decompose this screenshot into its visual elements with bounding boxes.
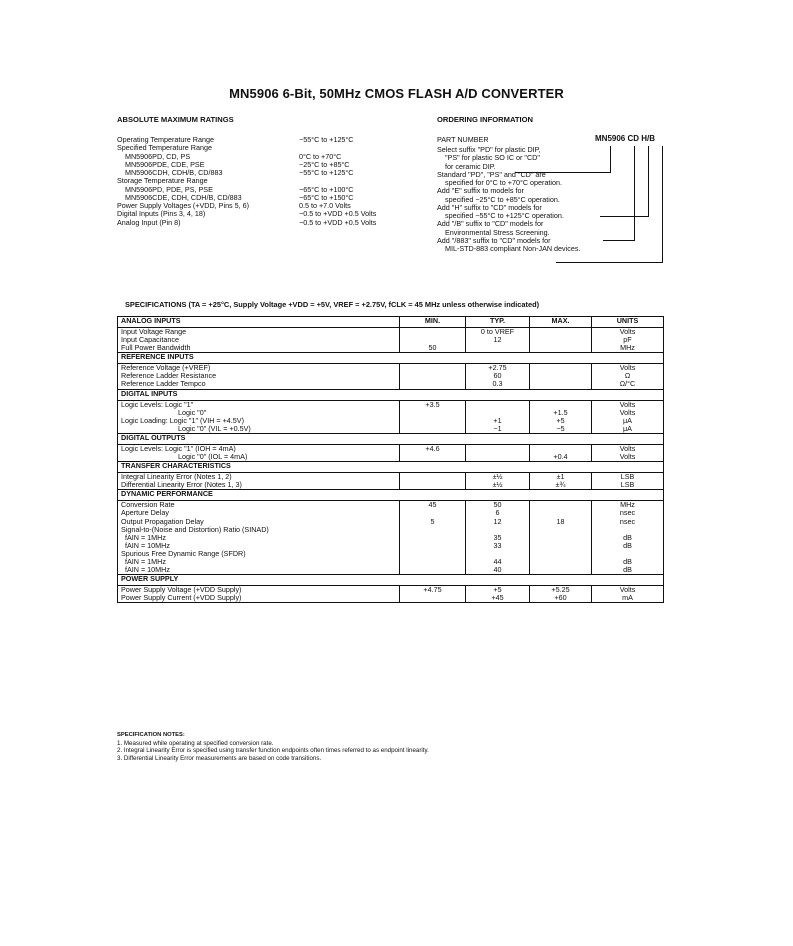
rating-value: −0.5 to +VDD +0.5 Volts	[299, 209, 377, 219]
parameter-label: fAIN = 1MHz	[125, 556, 166, 566]
ordering-line: Add "/883" suffix to "CD" models for	[437, 235, 551, 245]
value-min	[400, 409, 466, 417]
parameter-label: fAIN = 10MHz	[125, 540, 170, 550]
parameter-label: Output Propagation Delay	[121, 516, 204, 526]
parameter-label: Integral Linearity Error (Notes 1, 2)	[121, 472, 232, 482]
value-units: pF	[592, 336, 664, 344]
part-number-label: PART NUMBER	[437, 135, 489, 144]
ordering-bracket	[556, 262, 663, 263]
column-header: ANALOG INPUTS	[118, 317, 400, 328]
parameter-label: Logic "0"	[178, 407, 207, 417]
value-typ: 50	[466, 501, 530, 510]
value-min: +4.75	[400, 586, 466, 595]
value-min	[400, 550, 466, 558]
absolute-max-heading: ABSOLUTE MAXIMUM RATINGS	[117, 115, 234, 124]
rating-row	[117, 219, 417, 227]
page-title: MN5906 6-Bit, 50MHz CMOS FLASH A/D CONVERTER	[229, 86, 564, 101]
rating-label: Power Supply Voltages (+VDD, Pins 5, 6)	[117, 201, 250, 210]
parameter-label: Logic Levels: Logic "1"	[121, 399, 194, 409]
parameter-label: Logic "0" (IOL = 4mA)	[178, 452, 248, 462]
value-typ: +1	[466, 417, 530, 425]
section-title: DYNAMIC PERFORMANCE	[118, 490, 664, 501]
section-title: DIGITAL OUTPUTS	[118, 433, 664, 444]
value-typ: 60	[466, 372, 530, 380]
value-max: +5	[530, 417, 592, 425]
ordering-bracket	[634, 146, 635, 240]
value-typ: 12	[466, 518, 530, 526]
value-units: nsec	[592, 509, 664, 517]
specification-notes	[117, 732, 537, 762]
value-min	[400, 425, 466, 434]
ordering-line: specified for 0°C to +70°C operation.	[445, 178, 563, 187]
value-max	[530, 534, 592, 542]
rating-value: −0.5 to +VDD +0.5 Volts	[299, 217, 377, 227]
value-min	[400, 542, 466, 550]
value-units: μA	[592, 425, 664, 434]
rating-label: MN5906PDE, CDE, PSE	[125, 159, 205, 169]
ordering-line: "PS" for plastic SO IC or "CD"	[445, 153, 540, 163]
note-item: 3. Differential Linearity Error measurements are based on code transitions.	[117, 754, 322, 762]
value-min	[400, 526, 466, 534]
ordering-line: Add "/B" suffix to "CD" models for	[437, 219, 544, 229]
value-units: MHz	[592, 344, 664, 353]
table-row	[118, 558, 664, 566]
specifications-heading: SPECIFICATIONS (TA = +25°C, Supply Voltage +VDD = +5V, VREF = +2.75V, fCLK = 45 MHz unless otherwise indicated)	[125, 300, 540, 309]
value-max	[530, 501, 592, 510]
value-typ: 40	[466, 566, 530, 575]
value-min	[400, 372, 466, 380]
value-min	[400, 481, 466, 490]
rating-label: MN5906PD, PDE, PS, PSE	[125, 184, 213, 194]
parameter-cell	[118, 400, 400, 409]
ordering-heading: ORDERING INFORMATION	[437, 115, 534, 124]
parameter-label: Full Power Bandwidth	[121, 343, 191, 353]
section-row	[118, 462, 664, 473]
table-row	[118, 526, 664, 534]
value-min: 50	[400, 344, 466, 353]
table-row	[118, 594, 664, 603]
section-row	[118, 575, 664, 586]
value-typ	[466, 453, 530, 462]
ordering-line: Add "H" suffix to "CD" models for	[437, 202, 542, 212]
table-row	[118, 328, 664, 337]
ordering-line: specified −25°C to +85°C operation.	[445, 194, 560, 204]
ordering-line: MIL-STD-883 compliant Non-JAN devices.	[445, 244, 581, 253]
table-row	[118, 534, 664, 542]
ordering-bracket	[600, 216, 649, 217]
value-units: dB	[592, 534, 664, 542]
section-row	[118, 389, 664, 400]
value-units: Volts	[592, 453, 664, 462]
value-units: Volts	[592, 409, 664, 417]
parameter-label: Differential Linearity Error (Notes 1, 3)	[121, 480, 242, 490]
rating-label: MN5906CDE, CDH, CDH/B, CD/883	[125, 192, 242, 202]
ordering-line: Add "E" suffix to models for	[437, 186, 524, 196]
note-item: 1. Measured while operating at specified conversion rate.	[117, 739, 274, 747]
rating-value: −55°C to +125°C	[299, 168, 354, 177]
table-row	[118, 501, 664, 510]
rating-label: Specified Temperature Range	[117, 143, 212, 153]
ordering-info	[437, 136, 667, 253]
value-units: Volts	[592, 364, 664, 373]
ordering-line: Environmental Stress Screening.	[445, 227, 550, 237]
value-max: ±¾	[530, 481, 592, 490]
value-units: dB	[592, 542, 664, 550]
value-units: Ω	[592, 372, 664, 380]
value-units: nsec	[592, 518, 664, 526]
rating-label: Digital Inputs (Pins 3, 4, 18)	[117, 209, 206, 219]
value-typ: 0 to VREF	[466, 328, 530, 337]
value-max: +0.4	[530, 453, 592, 462]
value-units: dB	[592, 566, 664, 575]
parameter-label: Input Voltage Range	[121, 327, 187, 336]
table-row	[118, 336, 664, 344]
value-max: 18	[530, 518, 592, 526]
section-row	[118, 490, 664, 501]
value-max	[530, 558, 592, 566]
value-units: LSB	[592, 473, 664, 482]
value-max	[530, 550, 592, 558]
ordering-bracket	[662, 154, 663, 262]
value-units: Volts	[592, 400, 664, 409]
value-max: +5.25	[530, 586, 592, 595]
value-units: LSB	[592, 481, 664, 490]
value-max: +60	[530, 594, 592, 603]
value-typ: +45	[466, 594, 530, 603]
rating-label: Storage Temperature Range	[117, 176, 208, 186]
notes-heading: SPECIFICATION NOTES:	[117, 732, 185, 738]
note-item: 2. Integral Linearity Error is specified using transfer function endpoints often times referred to as endpoint linearity.	[117, 747, 429, 755]
specifications-table	[117, 316, 664, 603]
value-typ	[466, 444, 530, 453]
value-min	[400, 453, 466, 462]
value-max: ±1	[530, 473, 592, 482]
parameter-label: Input Capacitance	[121, 335, 179, 345]
ordering-bracket	[648, 146, 649, 217]
value-min	[400, 566, 466, 575]
value-min	[400, 534, 466, 542]
parameter-label: Reference Ladder Tempco	[121, 379, 206, 389]
value-min: +3.5	[400, 400, 466, 409]
value-typ: 12	[466, 336, 530, 344]
ordering-line: for ceramic DIP.	[445, 161, 496, 171]
value-min: +4.6	[400, 444, 466, 453]
value-units: Volts	[592, 328, 664, 337]
value-typ: −1	[466, 425, 530, 434]
value-min: 45	[400, 501, 466, 510]
value-typ	[466, 400, 530, 409]
value-max: −5	[530, 425, 592, 434]
ordering-bracket	[603, 240, 635, 241]
value-max	[530, 542, 592, 550]
value-units: μA	[592, 417, 664, 425]
parameter-label: Logic "0" (VIL = +0.5V)	[178, 423, 251, 433]
parameter-label: Conversion Rate	[121, 500, 175, 510]
part-number-code: MN5906 CD H/B	[595, 134, 656, 143]
value-min	[400, 558, 466, 566]
column-header: MAX.	[530, 317, 592, 328]
value-typ: 6	[466, 509, 530, 517]
parameter-label: Reference Ladder Resistance	[121, 371, 217, 381]
value-units: dB	[592, 558, 664, 566]
value-units: Volts	[592, 586, 664, 595]
value-typ: 0.3	[466, 380, 530, 389]
value-typ: ±½	[466, 481, 530, 490]
parameter-label: Reference Voltage (+VREF)	[121, 363, 211, 373]
section-title: POWER SUPPLY	[118, 575, 664, 586]
value-typ: +2.75	[466, 364, 530, 373]
value-max	[530, 372, 592, 380]
ordering-bracket	[515, 172, 611, 173]
ordering-bracket	[662, 146, 663, 154]
value-max	[530, 364, 592, 373]
rating-value: −25°C to +85°C	[299, 159, 350, 169]
parameter-cell	[118, 380, 400, 389]
ordering-bracket	[610, 146, 611, 172]
value-units: Ω/°C	[592, 380, 664, 389]
rating-value: 0°C to +70°C	[299, 151, 342, 161]
value-max	[530, 566, 592, 575]
value-units: mA	[592, 594, 664, 603]
value-min	[400, 380, 466, 389]
parameter-cell	[118, 594, 400, 603]
parameter-label: Logic Levels: Logic "1" (IOH = 4mA)	[121, 443, 236, 453]
value-max	[530, 380, 592, 389]
table-row	[118, 380, 664, 389]
rating-label: MN5906CDH, CDH/B, CD/883	[125, 168, 223, 177]
value-units: Volts	[592, 444, 664, 453]
value-max	[530, 344, 592, 353]
section-title: TRANSFER CHARACTERISTICS	[118, 462, 664, 473]
value-min	[400, 328, 466, 337]
value-typ: 35	[466, 534, 530, 542]
parameter-cell	[118, 417, 400, 425]
value-typ: 44	[466, 558, 530, 566]
parameter-label: fAIN = 1MHz	[125, 532, 166, 542]
value-typ: +5	[466, 586, 530, 595]
rating-label: Operating Temperature Range	[117, 135, 214, 144]
column-header: TYP.	[466, 317, 530, 328]
column-header: UNITS	[592, 317, 664, 328]
parameter-label: Signal-to-(Noise and Distortion) Ratio (SINAD)	[121, 524, 269, 534]
section-title: DIGITAL INPUTS	[118, 389, 664, 400]
rating-value: −55°C to +125°C	[299, 135, 354, 144]
value-max	[530, 336, 592, 344]
rating-label: MN5906PD, CD, PS	[125, 151, 191, 161]
parameter-label: fAIN = 10MHz	[125, 565, 170, 575]
rating-value: −65°C to +100°C	[299, 184, 354, 194]
absolute-max-ratings-list	[117, 136, 417, 227]
value-min	[400, 364, 466, 373]
value-typ	[466, 344, 530, 353]
ordering-line: Standard "PD", "PS" and "CD" are	[437, 169, 546, 179]
section-row	[118, 353, 664, 364]
value-units: MHz	[592, 501, 664, 510]
value-max: +1.5	[530, 409, 592, 417]
value-max	[530, 328, 592, 337]
value-typ: 33	[466, 542, 530, 550]
table-row	[118, 425, 664, 434]
value-min	[400, 417, 466, 425]
value-typ: ±½	[466, 473, 530, 482]
parameter-label: Spurious Free Dynamic Range (SFDR)	[121, 548, 246, 558]
rating-value: −65°C to +150°C	[299, 192, 354, 202]
parameter-cell	[118, 444, 400, 453]
table-row	[118, 550, 664, 558]
parameter-label: Logic Loading: Logic "1" (VIH = +4.5V)	[121, 415, 244, 425]
rating-label: Analog Input (Pin 8)	[117, 217, 181, 227]
table-row	[118, 344, 664, 353]
section-row	[118, 433, 664, 444]
table-row	[118, 566, 664, 575]
column-header: MIN.	[400, 317, 466, 328]
ordering-line: specified −55°C to +125°C operation.	[445, 211, 564, 220]
value-min	[400, 594, 466, 603]
section-title: REFERENCE INPUTS	[118, 353, 664, 364]
parameter-label: Power Supply Current (+VDD Supply)	[121, 593, 242, 603]
parameter-label: Aperture Delay	[121, 508, 169, 518]
value-max	[530, 526, 592, 534]
ordering-line: Select suffix "PD" for plastic DIP,	[437, 145, 541, 154]
rating-value: 0.5 to +7.0 Volts	[299, 201, 351, 210]
parameter-label: Power Supply Voltage (+VDD Supply)	[121, 585, 242, 595]
value-min	[400, 473, 466, 482]
value-min: 5	[400, 518, 466, 526]
